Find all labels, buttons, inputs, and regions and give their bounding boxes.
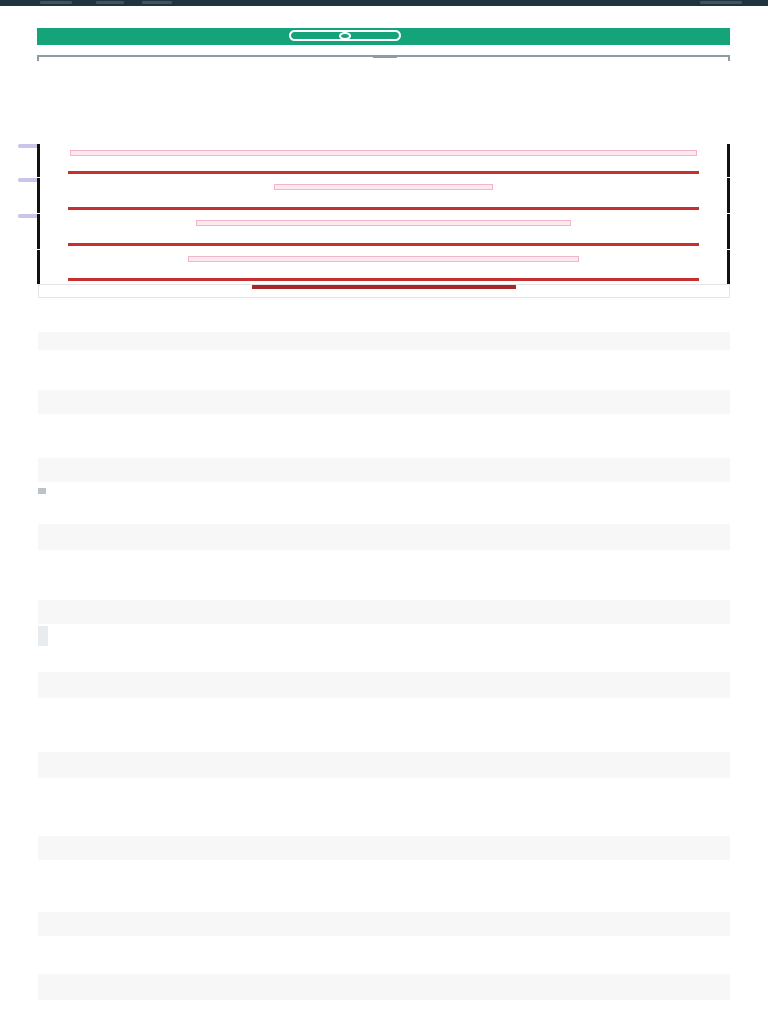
block-paragraph bbox=[38, 792, 730, 832]
quote-marker bbox=[38, 626, 48, 646]
spacer-band bbox=[38, 524, 730, 550]
block-heading bbox=[38, 352, 730, 364]
block-heading bbox=[38, 722, 730, 736]
block-paragraph bbox=[38, 936, 730, 972]
offer-card-button[interactable] bbox=[68, 171, 699, 174]
block-heading bbox=[38, 416, 730, 428]
note-link[interactable] bbox=[68, 486, 438, 496]
nav-link[interactable] bbox=[96, 1, 124, 4]
block-paragraph bbox=[38, 562, 730, 596]
block-paragraph bbox=[38, 698, 730, 712]
offer-card-title bbox=[274, 184, 493, 190]
spacer-band bbox=[38, 672, 730, 698]
spacer-band bbox=[38, 836, 730, 860]
pull-quote-text bbox=[86, 628, 686, 644]
spacer-band bbox=[38, 752, 730, 778]
offer-card-title bbox=[188, 256, 579, 262]
block-heading bbox=[38, 298, 730, 310]
offer-card-text bbox=[90, 192, 677, 203]
block-heading bbox=[38, 778, 730, 792]
spacer-band bbox=[38, 600, 730, 624]
nav-menu-button[interactable] bbox=[700, 1, 742, 4]
spacer-band bbox=[38, 332, 730, 350]
block-paragraph bbox=[38, 428, 730, 454]
section-paragraph bbox=[38, 127, 730, 143]
emblem-center-icon bbox=[339, 32, 351, 40]
intro-paragraph bbox=[38, 64, 730, 98]
spacer-band bbox=[38, 458, 730, 482]
page-title bbox=[38, 6, 728, 24]
block-paragraph bbox=[38, 310, 730, 330]
offer-card-title bbox=[70, 150, 697, 156]
offer-card-button[interactable] bbox=[68, 207, 699, 210]
block-paragraph bbox=[38, 862, 730, 908]
offer-card[interactable] bbox=[37, 178, 730, 213]
offer-card-text bbox=[90, 228, 677, 239]
block-paragraph bbox=[38, 500, 730, 520]
block-paragraph bbox=[38, 736, 730, 750]
offer-card[interactable] bbox=[37, 214, 730, 249]
offer-card-button[interactable] bbox=[68, 243, 699, 246]
pull-quote bbox=[38, 626, 730, 646]
block-heading bbox=[38, 1000, 730, 1020]
block-heading bbox=[38, 550, 730, 562]
offer-card-button[interactable] bbox=[68, 278, 699, 281]
spacer-band bbox=[38, 974, 730, 1000]
offer-card[interactable] bbox=[37, 250, 730, 284]
hero-banner[interactable] bbox=[37, 28, 730, 45]
spacer-band bbox=[38, 390, 730, 414]
content-frame-top bbox=[37, 55, 730, 61]
offer-card-title bbox=[196, 220, 571, 226]
nav-link[interactable] bbox=[40, 1, 72, 4]
bullet-icon bbox=[38, 488, 46, 494]
offer-card-text bbox=[90, 158, 677, 169]
spacer-band bbox=[38, 912, 730, 936]
block-heading bbox=[38, 648, 730, 660]
block-paragraph bbox=[38, 364, 730, 386]
offer-card-text bbox=[90, 264, 677, 275]
nav-link[interactable] bbox=[142, 1, 172, 4]
section-heading bbox=[38, 112, 730, 127]
frame-notch bbox=[373, 56, 397, 58]
cta-button[interactable] bbox=[252, 285, 516, 289]
offer-card[interactable] bbox=[37, 144, 730, 177]
